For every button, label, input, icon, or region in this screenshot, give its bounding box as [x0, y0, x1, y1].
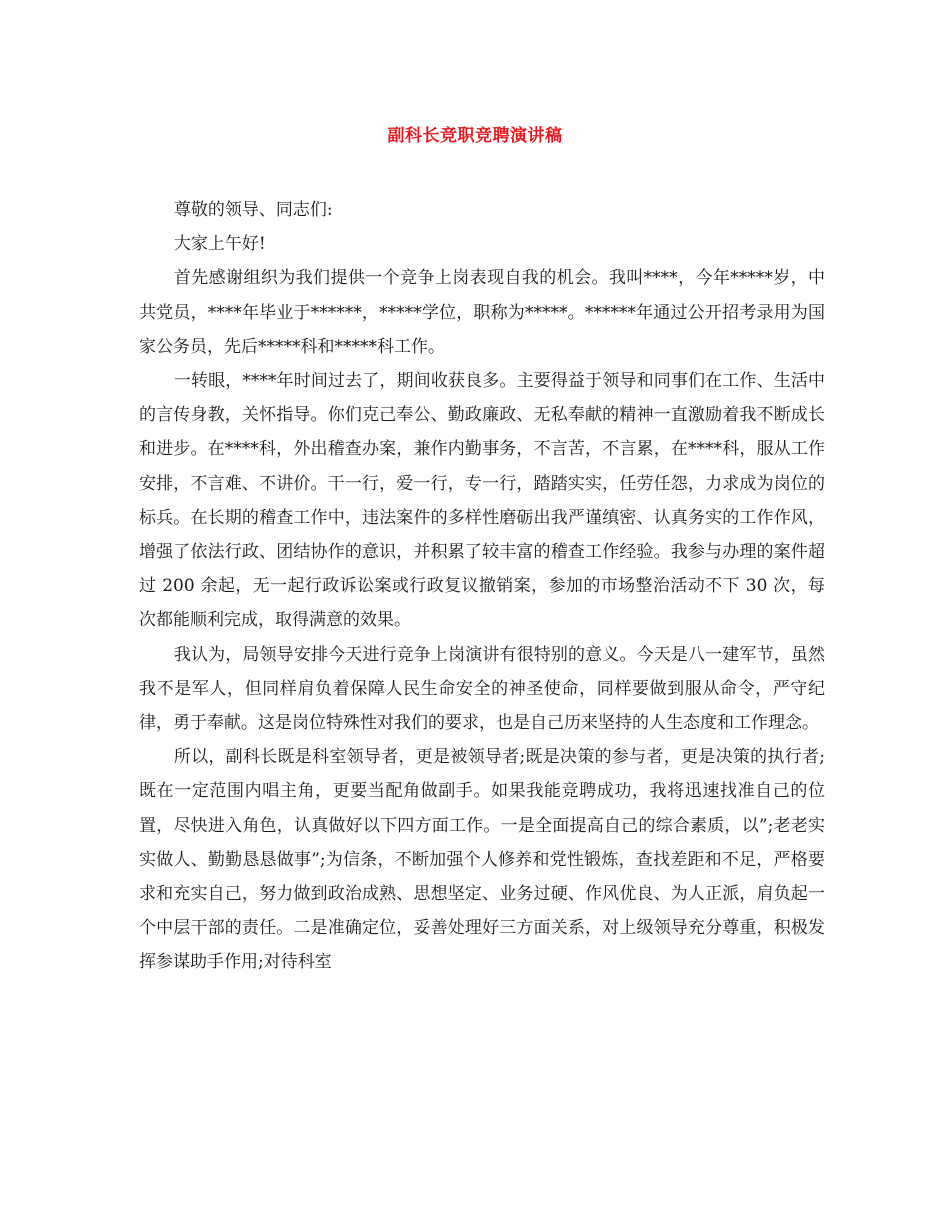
paragraph-significance: 我认为，局领导安排今天进行竞争上岗演讲有很特别的意义。今天是八一建军节，虽然我不是军人，但同样肩负着保障人民生命安全的神圣使命，同样要做到服从命令，严守纪律，勇于奉献。这是岗位特殊性对我们的要求，也是自己历来坚持的人生态度和工作理念。 [139, 644, 825, 734]
salutation: 尊敬的领导、同志们: [173, 200, 333, 220]
paragraph-plan: 所以，副科长既是科室领导者，更是被领导者;既是决策的参与者，更是决策的执行者;既在一定范围内唱主角，更要当配角做副手。如果我能竞聘成功，我将迅速找准自己的位置，尽快进入角色，认真做好以下四方面工作。一是全面提高自己的综合素质，以”;老老实实做人、勤勤恳恳做事”;为信条，不断加强个人修养和党性锻炼，查找差距和不足，严格要求和充实自己，努力做到政治成熟、思想坚定、业务过硬、作风优良、为人正派，肩负起一个中层干部的责任。二是准确定位，妥善处理好三方面关系，对上级领导充分尊重，积极发挥参谋助手作用;对待科室 [139, 747, 825, 973]
paragraph-experience: 一转眼，****年时间过去了，期间收获良多。主要得益于领导和同事们在工作、生活中的言传身教，关怀指导。你们克己奉公、勤政廉政、无私奉献的精神一直激励着我不断成长和进步。在****科，外出稽查办案，兼作内勤事务，不言苦，不言累，在****科，服从工作安排，不言难、不讲价。干一行，爱一行，专一行，踏踏实实，任劳任怨，力求成为岗位的标兵。在长期的稽查工作中，违法案件的多样性磨砺出我严谨缜密、认真务实的工作作风，增强了依法行政、团结协作的意识，并积累了较丰富的稽查工作经验。我参与办理的案件超过 200 余起，无一起行政诉讼案或行政复议撤销案，参加的市场整治活动不下 30 次，每次都能顺利完成，取得满意的效果。 [139, 371, 825, 631]
document-title: 副科长竞职竞聘演讲稿 [387, 126, 563, 146]
document-body [139, 193, 825, 980]
greeting: 大家上午好! [173, 234, 266, 255]
paragraph-introduction: 首先感谢组织为我们提供一个竞争上岗表现自我的机会。我叫****，今年*****岁，中共党员，****年毕业于******，*****学位，职称为*****。******年通过公开招考录用为国家公务员，先后*****科和*****科工作。 [139, 268, 825, 357]
